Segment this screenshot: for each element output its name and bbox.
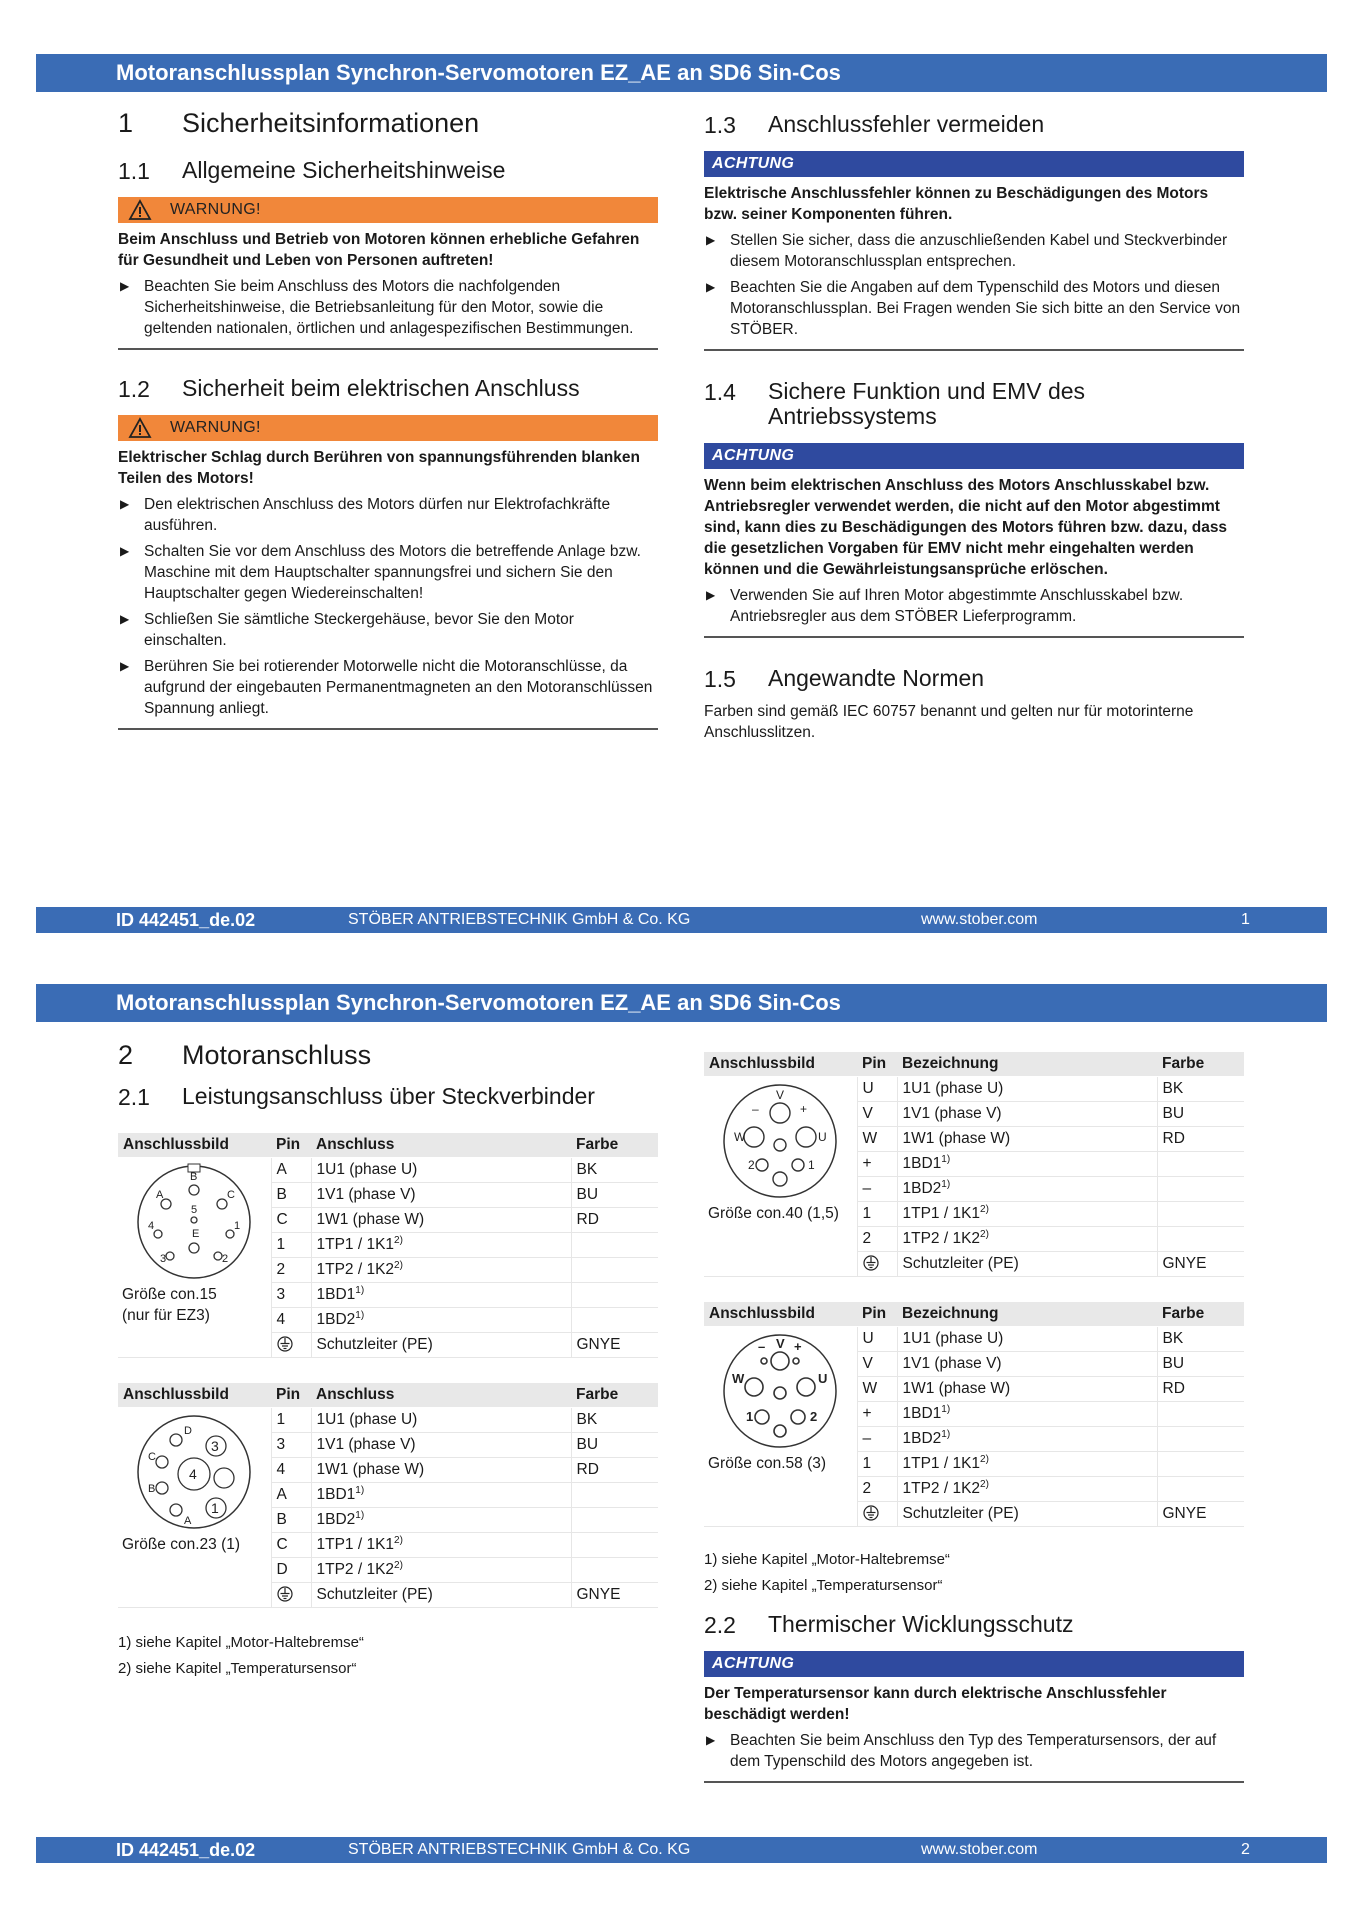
- signal-cell: [311, 1433, 571, 1458]
- signal-name: 1U1 (phase U): [316, 1161, 418, 1178]
- table-header-row: [118, 1133, 658, 1158]
- signal-cell: [897, 1352, 1157, 1377]
- svg-text:U: U: [818, 1130, 827, 1144]
- pin-cell: A: [271, 1483, 311, 1508]
- section-1-4-heading: [704, 379, 1244, 429]
- column-header: Anschlussbild: [118, 1383, 271, 1408]
- warning-label: WARNUNG!: [170, 419, 261, 436]
- signal-cell: [311, 1258, 571, 1283]
- ground-icon: [863, 1255, 879, 1271]
- signal-name: 1W1 (phase W): [316, 1211, 425, 1228]
- svg-text:4: 4: [189, 1466, 197, 1482]
- svg-text:5: 5: [191, 1204, 198, 1216]
- notice-text: Elektrische Anschlussfehler können zu Beschädigungen des Motors bzw. seiner Komponenten führen.: [704, 185, 1209, 223]
- section-number: 1.2: [118, 376, 150, 402]
- svg-text:C: C: [227, 1189, 235, 1201]
- footnote-ref: 2): [980, 1479, 989, 1491]
- color-cell: BU: [571, 1183, 658, 1208]
- signal-name: 1TP2 / 1K2: [316, 1561, 395, 1579]
- signal-name: 1TP2 / 1K2: [902, 1230, 981, 1248]
- signal-cell: [897, 1402, 1157, 1427]
- bullet-item: ▶ Schalten Sie vor dem Anschluss des Motors die betreffende Anlage bzw. Maschine mit dem Hauptschalter spannungsfrei und sichern Sie den Hauptschalter gegen Wiedereinschalten!: [118, 541, 658, 604]
- svg-text:A: A: [184, 1515, 192, 1527]
- bullet-item: ▶ Berühren Sie bei rotierender Motorwelle nicht die Motoranschlüsse, da aufgrund der eingebauten Permanentmagneten an den Motoranschlüssen Spannung anliegt.: [118, 656, 658, 719]
- achtung-banner: ACHTUNG: [704, 151, 1244, 177]
- color-cell: [1157, 1152, 1244, 1177]
- achtung-banner: ACHTUNG: [704, 443, 1244, 469]
- color-cell: RD: [1157, 1377, 1244, 1402]
- connector-drawing-con15: [134, 1162, 254, 1282]
- company-name: STÖBER ANTRIEBSTECHNIK GmbH & Co. KG: [348, 911, 691, 928]
- bullet-item: ▶ Beachten Sie die Angaben auf dem Typenschild des Motors und diesen Motoranschlussplan. Bei Fragen wenden Sie sich bitte an den Service von STÖBER.: [704, 277, 1244, 340]
- section-1-2-heading: [118, 376, 658, 401]
- norms-text: Farben sind gemäß IEC 60757 benannt und gelten nur für motorinterne Anschlusslitzen.: [704, 703, 1194, 741]
- column-header: Anschluss: [311, 1133, 571, 1158]
- signal-cell: [897, 1202, 1157, 1227]
- bullet-item: ▶ Stellen Sie sicher, dass die anzuschließenden Kabel und Steckverbinder diesem Motoranschlussplan entsprechen.: [704, 230, 1244, 272]
- section-title: Anschlussfehler vermeiden: [768, 111, 1045, 137]
- svg-text:1: 1: [808, 1158, 815, 1172]
- connector-caption: Größe con.15 (nur für EZ3): [122, 1286, 217, 1324]
- table-row: [704, 1327, 1244, 1352]
- color-cell: RD: [571, 1458, 658, 1483]
- column-header: Farbe: [1157, 1302, 1244, 1327]
- company-name: STÖBER ANTRIEBSTECHNIK GmbH & Co. KG: [348, 1841, 691, 1858]
- pin-cell: C: [271, 1208, 311, 1233]
- signal-cell: [311, 1408, 571, 1433]
- color-cell: BK: [571, 1158, 658, 1183]
- signal-name: 1BD1: [316, 1486, 356, 1504]
- signal-cell: [311, 1283, 571, 1308]
- pin-cell: 3: [271, 1283, 311, 1308]
- document-id: ID 442451_de.02: [116, 1840, 256, 1860]
- section-title: Sichere Funktion und EMV des Antriebssystems: [768, 378, 1086, 429]
- footnote-ref: 2): [394, 1560, 403, 1572]
- section-number: 2.2: [704, 1612, 736, 1638]
- svg-text:2: 2: [810, 1409, 818, 1424]
- signal-name: 1BD1: [316, 1286, 356, 1304]
- bullet-item: ▶ Den elektrischen Anschluss des Motors dürfen nur Elektrofachkräfte ausführen.: [118, 494, 658, 536]
- pin-cell: 2: [271, 1258, 311, 1283]
- section-2-2: [704, 1612, 1244, 1783]
- svg-text:D: D: [184, 1425, 192, 1437]
- svg-text:C: C: [148, 1451, 156, 1463]
- section-number: 1.3: [704, 112, 736, 138]
- footnote-ref: 2): [394, 1535, 403, 1547]
- connector-image-cell: [704, 1077, 857, 1277]
- connector-image-cell: [118, 1408, 271, 1608]
- section-title: Motoranschluss: [182, 1040, 372, 1070]
- signal-cell: [311, 1158, 571, 1183]
- footnote-ref: 1): [355, 1485, 365, 1497]
- color-cell: [571, 1558, 658, 1583]
- ground-icon: [277, 1336, 293, 1352]
- signal-cell: [311, 1458, 571, 1483]
- pin-cell: A: [271, 1158, 311, 1183]
- table-row: [118, 1158, 658, 1183]
- color-cell: BK: [1157, 1077, 1244, 1102]
- pin-cell: –: [857, 1177, 897, 1202]
- column-header: Bezeichnung: [897, 1302, 1157, 1327]
- color-cell: [571, 1533, 658, 1558]
- pin-cell: B: [271, 1508, 311, 1533]
- right-column: [704, 112, 1244, 743]
- color-cell: BU: [1157, 1102, 1244, 1127]
- svg-text:B: B: [190, 1171, 198, 1183]
- footnote-ref: 1): [941, 1179, 951, 1191]
- footnote: 2) siehe Kapitel „Temperatursensor“: [704, 1577, 943, 1594]
- signal-cell: [897, 1327, 1157, 1352]
- section-number: 1.5: [704, 666, 736, 692]
- left-column: [118, 108, 658, 730]
- signal-name: 1W1 (phase W): [316, 1461, 425, 1478]
- color-cell: GNYE: [571, 1583, 658, 1608]
- svg-text:2: 2: [748, 1158, 755, 1172]
- column-header: Farbe: [1157, 1052, 1244, 1077]
- column-header: Farbe: [571, 1133, 658, 1158]
- color-cell: [571, 1308, 658, 1333]
- warning-banner: [118, 197, 658, 223]
- color-cell: BK: [571, 1408, 658, 1433]
- signal-name: 1U1 (phase U): [902, 1080, 1004, 1097]
- footnote: 1) siehe Kapitel „Motor-Haltebremse“: [118, 1634, 364, 1651]
- signal-name: 1BD2: [902, 1430, 942, 1448]
- warning-banner: [118, 415, 658, 441]
- signal-cell: [311, 1558, 571, 1583]
- column-header: Farbe: [571, 1383, 658, 1408]
- connector-table-con15: [118, 1133, 658, 1358]
- pin-cell: [857, 1502, 897, 1527]
- signal-cell: [311, 1508, 571, 1533]
- svg-text:B: B: [148, 1483, 156, 1495]
- footnote-ref: 2): [980, 1454, 989, 1466]
- pin-cell: [271, 1583, 311, 1608]
- svg-text:W: W: [732, 1371, 745, 1386]
- signal-name: 1TP1 / 1K1: [902, 1455, 981, 1473]
- color-cell: BK: [1157, 1327, 1244, 1352]
- pin-cell: D: [271, 1558, 311, 1583]
- pin-cell: 1: [857, 1452, 897, 1477]
- pin-cell: U: [857, 1327, 897, 1352]
- color-cell: [1157, 1452, 1244, 1477]
- connector-image-cell: [118, 1158, 271, 1358]
- website-link[interactable]: www.stober.com: [921, 1841, 1038, 1858]
- footnote-ref: 1): [941, 1404, 951, 1416]
- footnote: 2) siehe Kapitel „Temperatursensor“: [118, 1660, 357, 1677]
- color-cell: GNYE: [1157, 1502, 1244, 1527]
- color-cell: [1157, 1427, 1244, 1452]
- divider: [118, 728, 658, 730]
- signal-cell: [311, 1333, 571, 1358]
- page-number: 1: [1241, 911, 1250, 928]
- pin-cell: C: [271, 1533, 311, 1558]
- color-cell: [571, 1283, 658, 1308]
- connector-drawing-con40: [720, 1081, 840, 1201]
- signal-name: Schutzleiter (PE): [316, 1586, 433, 1603]
- column-header: Pin: [857, 1052, 897, 1077]
- pin-cell: [271, 1333, 311, 1358]
- color-cell: GNYE: [571, 1333, 658, 1358]
- bullet-item: ▶ Schließen Sie sämtliche Steckergehäuse, bevor Sie den Motor einschalten.: [118, 609, 658, 651]
- connector-caption: Größe con.23 (1): [122, 1536, 241, 1553]
- color-cell: [1157, 1202, 1244, 1227]
- pin-cell: +: [857, 1402, 897, 1427]
- signal-cell: [897, 1227, 1157, 1252]
- signal-cell: [897, 1427, 1157, 1452]
- website-link[interactable]: www.stober.com: [921, 911, 1038, 928]
- column-header: Anschlussbild: [118, 1133, 271, 1158]
- signal-cell: [311, 1308, 571, 1333]
- connector-table-con58: [704, 1302, 1244, 1527]
- connector-table-con40: [704, 1052, 1244, 1277]
- section-title: Sicherheitsinformationen: [182, 108, 480, 138]
- signal-cell: [897, 1127, 1157, 1152]
- footnote-ref: 2): [394, 1235, 403, 1247]
- section-title: Thermischer Wicklungsschutz: [768, 1611, 1074, 1637]
- warning-text: Elektrischer Schlag durch Berühren von spannungsführenden blanken Teilen des Motors!: [118, 449, 640, 487]
- warning-text: Beim Anschluss und Betrieb von Motoren können erhebliche Gefahren für Gesundheit und Leben von Personen auftreten!: [118, 231, 640, 269]
- ground-icon: [277, 1586, 293, 1602]
- signal-name: 1BD1: [902, 1155, 942, 1173]
- section-number: 2.1: [118, 1084, 150, 1110]
- svg-text:+: +: [800, 1102, 808, 1116]
- section-2-2-heading: [704, 1612, 1244, 1637]
- signal-cell: [897, 1477, 1157, 1502]
- bullet-item: ▶ Beachten Sie beim Anschluss des Motors die nachfolgenden Sicherheitshinweise, die Betriebsanleitung für den Motor, sowie die geltenden nationalen, örtlichen und anlagespezifischen Bestimmungen.: [118, 276, 658, 339]
- section-number: 1.1: [118, 158, 150, 184]
- svg-text:+: +: [794, 1339, 802, 1354]
- color-cell: [571, 1233, 658, 1258]
- connector-drawing-con58: [720, 1331, 840, 1451]
- pin-cell: V: [857, 1102, 897, 1127]
- section-number: 1: [118, 108, 134, 138]
- footnote-ref: 1): [355, 1510, 365, 1522]
- column-header: Pin: [271, 1383, 311, 1408]
- column-header: Anschlussbild: [704, 1302, 857, 1327]
- pin-cell: V: [857, 1352, 897, 1377]
- pin-cell: B: [271, 1183, 311, 1208]
- divider: [704, 1781, 1244, 1783]
- pin-cell: 4: [271, 1458, 311, 1483]
- svg-text:W: W: [734, 1130, 746, 1144]
- signal-cell: [311, 1208, 571, 1233]
- signal-cell: [897, 1177, 1157, 1202]
- signal-name: Schutzleiter (PE): [902, 1505, 1019, 1522]
- color-cell: RD: [1157, 1127, 1244, 1152]
- pin-cell: U: [857, 1077, 897, 1102]
- table-row: [118, 1408, 658, 1433]
- warning-triangle-icon: [128, 199, 152, 221]
- signal-name: 1TP1 / 1K1: [316, 1236, 395, 1254]
- color-cell: [571, 1483, 658, 1508]
- color-cell: GNYE: [1157, 1252, 1244, 1277]
- pin-cell: +: [857, 1152, 897, 1177]
- section-1-3-heading: [704, 112, 1244, 137]
- signal-name: 1W1 (phase W): [902, 1130, 1011, 1147]
- divider: [118, 348, 658, 350]
- footnote-ref: 2): [394, 1260, 403, 1272]
- section-number: 1.4: [704, 379, 736, 405]
- column-header: Bezeichnung: [897, 1052, 1157, 1077]
- pin-cell: 2: [857, 1477, 897, 1502]
- svg-text:–: –: [752, 1102, 759, 1116]
- signal-name: 1V1 (phase V): [902, 1355, 1002, 1372]
- color-cell: [571, 1258, 658, 1283]
- signal-name: 1U1 (phase U): [316, 1411, 418, 1428]
- pin-cell: 2: [857, 1227, 897, 1252]
- signal-cell: [311, 1583, 571, 1608]
- signal-name: 1TP2 / 1K2: [316, 1261, 395, 1279]
- page-number: 2: [1241, 1841, 1250, 1858]
- pin-cell: W: [857, 1127, 897, 1152]
- signal-name: 1U1 (phase U): [902, 1330, 1004, 1347]
- footnote-ref: 1): [355, 1310, 365, 1322]
- page-header: Motoranschlussplan Synchron-Servomotoren EZ_AE an SD6 Sin-Cos: [36, 54, 1327, 92]
- signal-name: 1TP2 / 1K2: [902, 1480, 981, 1498]
- color-cell: [571, 1508, 658, 1533]
- divider: [704, 636, 1244, 638]
- signal-name: 1BD2: [316, 1511, 356, 1529]
- signal-cell: [897, 1152, 1157, 1177]
- column-header: Pin: [271, 1133, 311, 1158]
- signal-name: 1BD1: [902, 1405, 942, 1423]
- signal-name: 1V1 (phase V): [316, 1436, 416, 1453]
- signal-cell: [897, 1377, 1157, 1402]
- document-id: ID 442451_de.02: [116, 910, 256, 930]
- page-header: Motoranschlussplan Synchron-Servomotoren EZ_AE an SD6 Sin-Cos: [36, 984, 1327, 1022]
- footnotes-right: [704, 1547, 1244, 1599]
- color-cell: BU: [571, 1433, 658, 1458]
- section-2-1-heading: [118, 1084, 658, 1109]
- svg-text:V: V: [776, 1336, 785, 1351]
- color-cell: RD: [571, 1208, 658, 1233]
- pin-cell: 1: [857, 1202, 897, 1227]
- page-footer: [36, 1837, 1327, 1863]
- table-header-row: [118, 1383, 658, 1408]
- footnote-ref: 2): [980, 1229, 989, 1241]
- svg-text:1: 1: [211, 1500, 219, 1516]
- footnote-ref: 1): [355, 1285, 365, 1297]
- connector-caption: Größe con.40 (1,5): [708, 1205, 839, 1222]
- signal-cell: [311, 1233, 571, 1258]
- svg-text:4: 4: [148, 1220, 155, 1232]
- page-2: [0, 930, 1357, 1890]
- signal-name: Schutzleiter (PE): [902, 1255, 1019, 1272]
- notice-text: Der Temperatursensor kann durch elektrische Anschlussfehler beschädigt werden!: [704, 1685, 1167, 1723]
- connector-drawing-con23: [134, 1412, 254, 1532]
- signal-name: 1BD2: [902, 1180, 942, 1198]
- footnote: 1) siehe Kapitel „Motor-Haltebremse“: [704, 1551, 950, 1568]
- section-title: Angewandte Normen: [768, 665, 985, 691]
- footnote-ref: 2): [980, 1204, 989, 1216]
- svg-text:U: U: [818, 1371, 828, 1386]
- section-title: Allgemeine Sicherheitshinweise: [182, 157, 506, 183]
- column-header: Anschlussbild: [704, 1052, 857, 1077]
- color-cell: [1157, 1227, 1244, 1252]
- svg-text:3: 3: [160, 1253, 167, 1265]
- section-1-heading: [118, 108, 658, 148]
- column-header: Pin: [857, 1302, 897, 1327]
- svg-text:2: 2: [222, 1253, 229, 1265]
- color-cell: [1157, 1177, 1244, 1202]
- footnote-ref: 1): [941, 1154, 951, 1166]
- signal-cell: [897, 1452, 1157, 1477]
- pin-cell: 4: [271, 1308, 311, 1333]
- bullet-item: ▶ Beachten Sie beim Anschluss den Typ des Temperatursensors, der auf dem Typenschild des Motors angegeben ist.: [704, 1730, 1244, 1772]
- pin-cell: 3: [271, 1433, 311, 1458]
- table-header-row: [704, 1302, 1244, 1327]
- svg-text:V: V: [776, 1088, 785, 1102]
- section-title: Leistungsanschluss über Steckverbinder: [182, 1083, 595, 1109]
- signal-cell: [897, 1252, 1157, 1277]
- color-cell: [1157, 1477, 1244, 1502]
- divider: [704, 349, 1244, 351]
- signal-name: 1V1 (phase V): [902, 1105, 1002, 1122]
- section-2-heading: [118, 1040, 658, 1080]
- section-1-5-heading: [704, 666, 1244, 691]
- ground-icon: [863, 1505, 879, 1521]
- pin-cell: –: [857, 1427, 897, 1452]
- section-title: Sicherheit beim elektrischen Anschluss: [182, 375, 580, 401]
- column-header: Anschluss: [311, 1383, 571, 1408]
- signal-name: 1BD2: [316, 1311, 356, 1329]
- signal-name: 1V1 (phase V): [316, 1186, 416, 1203]
- svg-text:A: A: [156, 1189, 164, 1201]
- warning-label: WARNUNG!: [170, 201, 261, 218]
- connector-caption: Größe con.58 (3): [708, 1455, 827, 1472]
- achtung-banner: ACHTUNG: [704, 1651, 1244, 1677]
- signal-name: 1TP1 / 1K1: [316, 1536, 395, 1554]
- footnotes-left: [118, 1630, 658, 1682]
- connector-table-con23: [118, 1383, 658, 1608]
- table-row: [704, 1077, 1244, 1102]
- signal-name: 1TP1 / 1K1: [902, 1205, 981, 1223]
- left-column: [118, 1040, 658, 1109]
- pin-cell: 1: [271, 1408, 311, 1433]
- connector-image-cell: [704, 1327, 857, 1527]
- section-1-1-heading: [118, 158, 658, 183]
- warning-triangle-icon: [128, 417, 152, 439]
- pin-cell: W: [857, 1377, 897, 1402]
- signal-name: 1W1 (phase W): [902, 1380, 1011, 1397]
- svg-text:3: 3: [211, 1438, 219, 1454]
- svg-text:1: 1: [234, 1220, 241, 1232]
- table-header-row: [704, 1052, 1244, 1077]
- signal-cell: [897, 1102, 1157, 1127]
- color-cell: BU: [1157, 1352, 1244, 1377]
- svg-text:E: E: [192, 1228, 200, 1240]
- signal-cell: [311, 1533, 571, 1558]
- signal-name: Schutzleiter (PE): [316, 1336, 433, 1353]
- signal-cell: [311, 1483, 571, 1508]
- notice-text: Wenn beim elektrischen Anschluss des Motors Anschlusskabel bzw. Antriebsregler verwendet werden, die nicht auf den Motor abgestimmt sind, kann dies zu Beschädigungen des Motors führen bzw. dazu, dass die gesetzlichen Vorgaben für EMV nicht mehr eingehalten werden können und die Gewährleistungsansprüche erlöschen.: [704, 477, 1228, 578]
- signal-cell: [311, 1183, 571, 1208]
- pin-cell: [857, 1252, 897, 1277]
- section-number: 2: [118, 1040, 134, 1070]
- bullet-item: ▶ Verwenden Sie auf Ihren Motor abgestimmte Anschlusskabel bzw. Antriebsregler aus dem STÖBER Lieferprogramm.: [704, 585, 1244, 627]
- svg-text:–: –: [758, 1339, 766, 1354]
- signal-cell: [897, 1077, 1157, 1102]
- footnote-ref: 1): [941, 1429, 951, 1441]
- signal-cell: [897, 1502, 1157, 1527]
- pin-cell: 1: [271, 1233, 311, 1258]
- svg-text:1: 1: [746, 1409, 754, 1424]
- color-cell: [1157, 1402, 1244, 1427]
